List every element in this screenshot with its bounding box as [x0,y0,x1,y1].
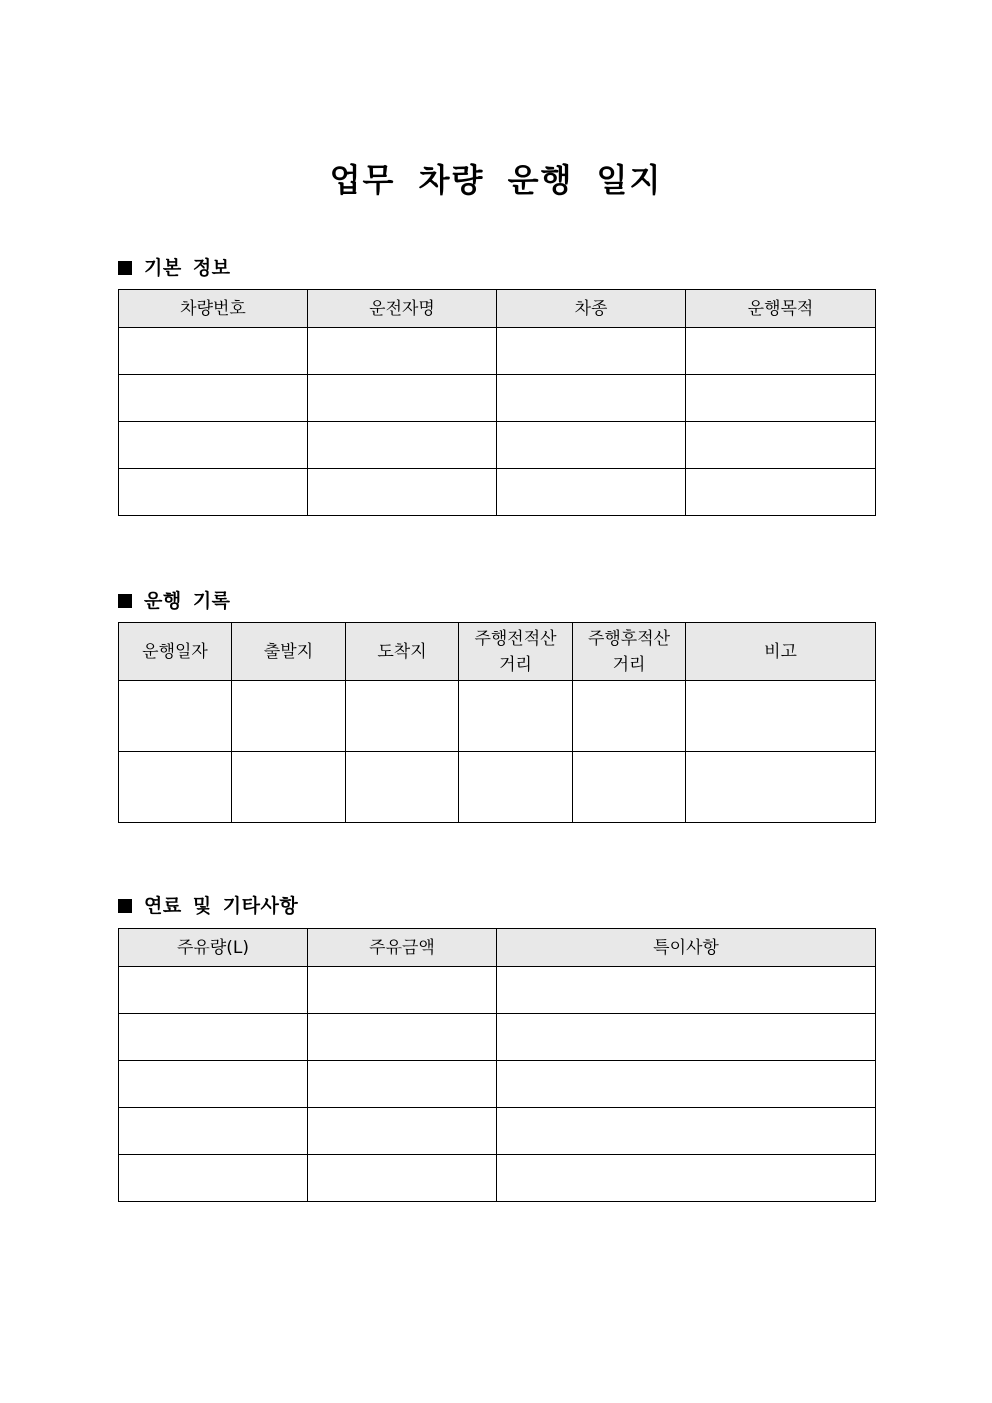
driving-log-table [118,622,876,823]
column-header-line: 도착지 [377,641,427,662]
column-header-origin [232,623,346,681]
column-header-line: 출발지 [263,641,314,662]
fuel-table [118,928,876,1202]
column-header-line: 주행후적산 [587,628,671,649]
table-header-row [119,929,876,967]
table-cell[interactable] [308,1014,497,1061]
table-header-row [119,623,876,681]
table-row [119,328,876,375]
table-cell[interactable] [497,469,686,516]
column-header-vehicle-number: 차량번호 [119,290,308,328]
table-row [119,469,876,516]
table-cell[interactable] [497,1061,876,1108]
column-header-notes: 특이사항 [497,929,876,967]
table-cell[interactable] [308,328,497,375]
table-row [119,752,876,823]
table-cell[interactable] [119,1108,308,1155]
column-header-odometer-after [573,623,686,681]
column-header-vehicle-type: 차종 [497,290,686,328]
table-cell[interactable] [119,469,308,516]
column-header-line: 거리 [612,654,646,675]
section-heading-log-label: 운행 기록 [144,590,231,612]
table-header-row [119,290,876,328]
table-cell[interactable] [308,1061,497,1108]
table-cell[interactable] [686,375,876,422]
table-cell[interactable] [686,469,876,516]
table-cell[interactable] [119,422,308,469]
column-header-line: 비고 [764,641,797,662]
page-title: 업무 차량 운행 일지 [329,161,663,200]
table-cell[interactable] [119,967,308,1014]
table-cell[interactable] [119,752,232,823]
table-row [119,422,876,469]
square-bullet-icon [118,594,132,608]
table-row [119,375,876,422]
table-cell[interactable] [497,967,876,1014]
table-cell[interactable] [497,1108,876,1155]
column-header-fuel-cost: 주유금액 [308,929,497,967]
column-header-line: 운행일자 [142,641,208,662]
column-header-date [119,623,232,681]
column-header-driver-name: 운전자명 [308,290,497,328]
table-cell[interactable] [497,328,686,375]
table-cell[interactable] [459,681,573,752]
table-cell[interactable] [119,1155,308,1202]
table-cell[interactable] [686,752,876,823]
section-heading-log [118,586,231,613]
table-cell[interactable] [308,375,497,422]
table-cell[interactable] [119,1061,308,1108]
column-header-destination [346,623,459,681]
section-heading-fuel-label: 연료 및 기타사항 [144,895,299,917]
table-cell[interactable] [308,422,497,469]
basic-info-table [118,289,876,516]
square-bullet-icon [118,899,132,913]
table-cell[interactable] [497,1014,876,1061]
column-header-remarks [686,623,876,681]
table-cell[interactable] [119,681,232,752]
table-cell[interactable] [497,1155,876,1202]
table-cell[interactable] [686,422,876,469]
table-cell[interactable] [686,328,876,375]
table-row [119,1155,876,1202]
square-bullet-icon [118,261,132,275]
column-header-line: 거리 [499,654,532,675]
table-row [119,1108,876,1155]
table-cell[interactable] [573,752,686,823]
table-cell[interactable] [119,328,308,375]
column-header-purpose: 운행목적 [686,290,876,328]
column-header-fuel-amount: 주유량(L) [119,929,308,967]
table-cell[interactable] [497,422,686,469]
section-heading-basic-label: 기본 정보 [144,257,231,279]
table-cell[interactable] [308,469,497,516]
table-cell[interactable] [308,1108,497,1155]
table-cell[interactable] [573,681,686,752]
table-cell[interactable] [308,967,497,1014]
table-row [119,967,876,1014]
table-cell[interactable] [459,752,573,823]
table-cell[interactable] [119,375,308,422]
table-cell[interactable] [119,1014,308,1061]
table-cell[interactable] [346,752,459,823]
section-heading-fuel [118,891,298,918]
table-cell[interactable] [232,752,346,823]
column-header-line: 주행전적산 [474,628,557,649]
table-row [119,1061,876,1108]
table-cell[interactable] [232,681,346,752]
table-row [119,1014,876,1061]
table-row [119,681,876,752]
table-cell[interactable] [346,681,459,752]
section-heading-basic [118,253,231,280]
table-cell[interactable] [686,681,876,752]
column-header-odometer-before [459,623,573,681]
table-cell[interactable] [308,1155,497,1202]
table-cell[interactable] [497,375,686,422]
